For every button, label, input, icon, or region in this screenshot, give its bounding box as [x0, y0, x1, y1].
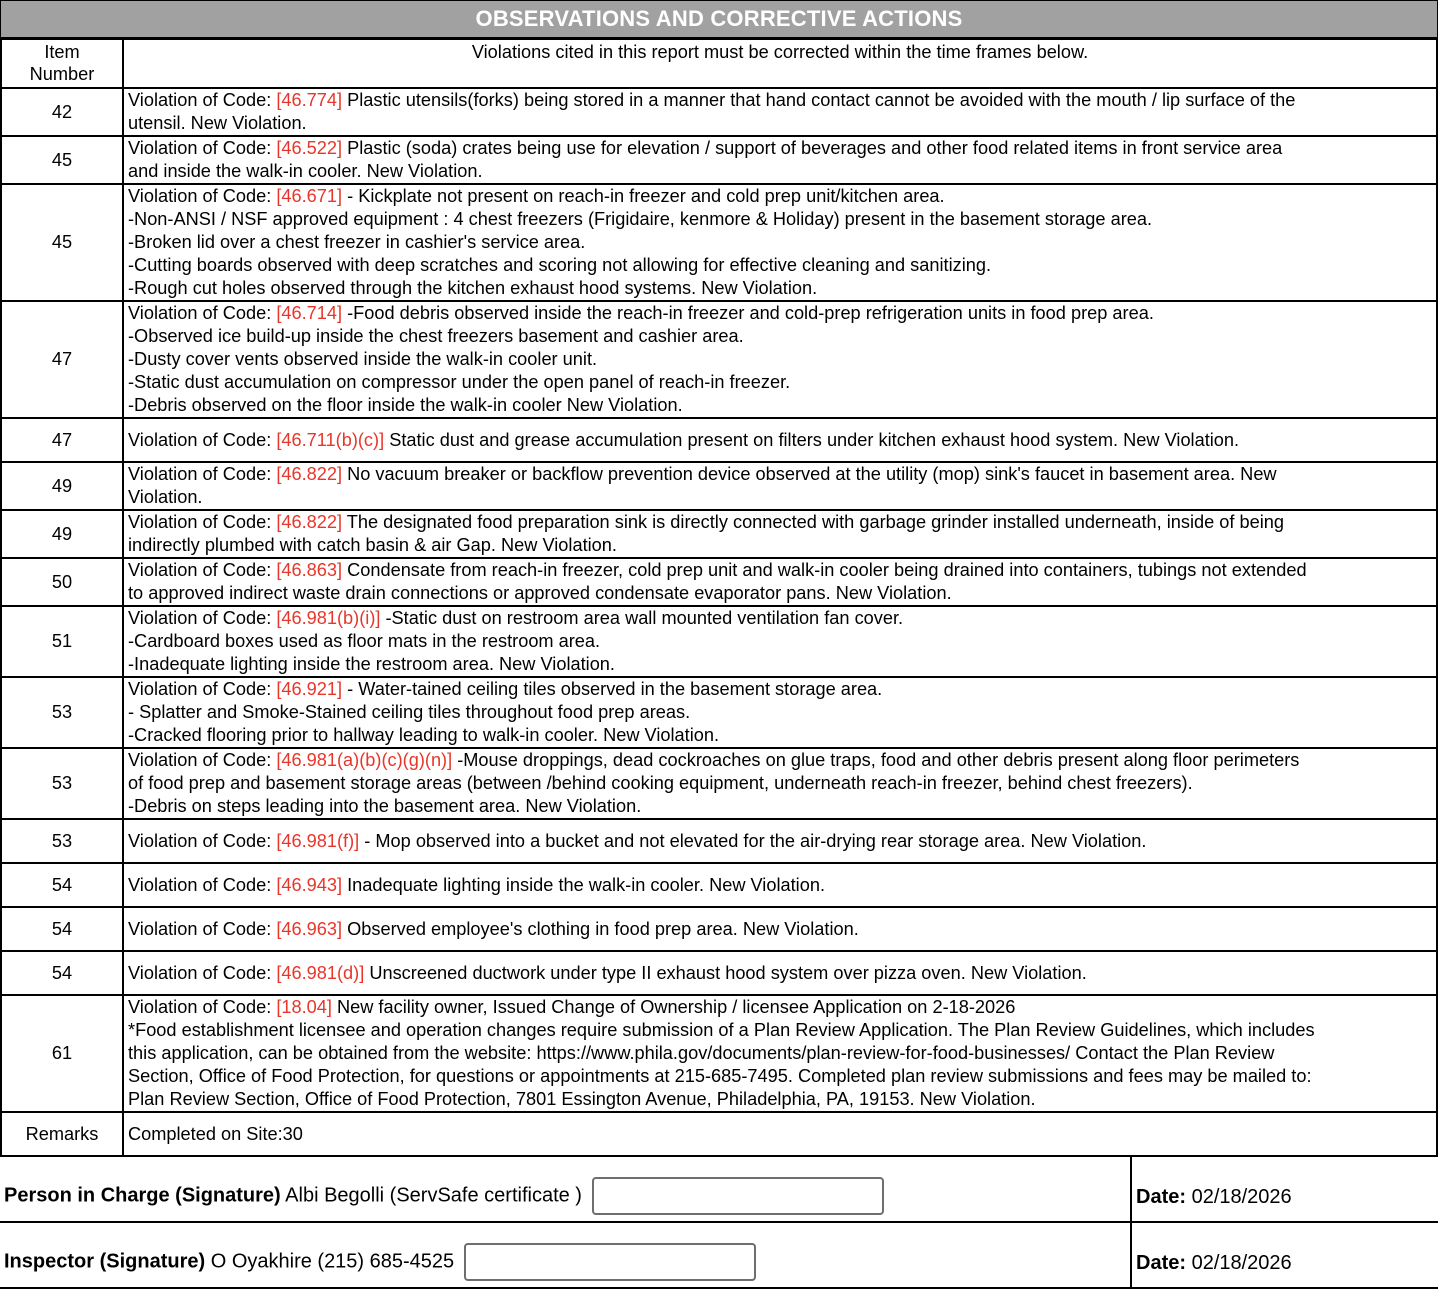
table-row: [1, 136, 1437, 184]
inspector-date: 02/18/2026: [1191, 1252, 1292, 1274]
violation-line: indirectly plumbed with catch basin & air Gap. New Violation.: [128, 535, 617, 555]
item-number: 45: [1, 184, 123, 301]
table-row: [1, 907, 1437, 951]
table-row: [1, 558, 1437, 606]
violation-description: Static dust and grease accumulation present on filters under kitchen exhaust hood system. New Violation.: [384, 429, 1240, 450]
violation-line: [128, 185, 1432, 208]
correction-notice: Violations cited in this report must be corrected within the time frames below.: [123, 39, 1437, 88]
violation-text: [123, 907, 1437, 951]
person-in-charge-name: Albi Begolli (ServSafe certificate ): [285, 1184, 582, 1207]
person-in-charge-signature-field[interactable]: [592, 1177, 884, 1215]
item-number: 49: [1, 462, 123, 510]
violation-prefix: Violation of Code:: [128, 962, 272, 983]
item-number-header-line1: Item: [44, 42, 80, 62]
violation-line: -Debris observed on the floor inside the walk-in cooler New Violation.: [128, 395, 683, 415]
violation-prefix: Violation of Code:: [128, 997, 272, 1017]
inspector-date-label: Date:: [1136, 1252, 1187, 1274]
violation-description: - Mop observed into a bucket and not elevated for the air-drying rear storage area. New Violation.: [359, 830, 1147, 851]
inspector-row: [0, 1222, 1438, 1288]
person-in-charge-date-cell: [1131, 1157, 1438, 1222]
table-row: [1, 301, 1437, 418]
code-reference: [46.522]: [276, 138, 343, 158]
violation-line: -Debris on steps leading into the basement area. New Violation.: [128, 796, 642, 816]
violation-line: - Splatter and Smoke-Stained ceiling tiles throughout food prep areas.: [128, 702, 691, 722]
violation-text: [123, 462, 1437, 510]
code-reference: [46.671]: [276, 186, 343, 206]
item-number: 53: [1, 819, 123, 863]
violation-line: to approved indirect waste drain connections or approved condensate evaporator pans. New Violation.: [128, 583, 952, 603]
violation-line: [128, 962, 1432, 985]
remarks-label: Remarks: [1, 1112, 123, 1156]
item-number: 54: [1, 863, 123, 907]
violation-description: - Kickplate not present on reach-in freezer and cold prep unit/kitchen area.: [342, 186, 945, 206]
table-row: [1, 863, 1437, 907]
remarks-value: Completed on Site:30: [123, 1112, 1437, 1156]
violation-description: -Static dust on restroom area wall mounted ventilation fan cover.: [380, 608, 904, 628]
violation-text: [123, 995, 1437, 1112]
inspector-cell: [0, 1222, 1131, 1288]
violation-prefix: Violation of Code:: [128, 464, 272, 484]
violation-line: -Non-ANSI / NSF approved equipment : 4 chest freezers (Frigidaire, kenmore & Holiday) present in the basement storage area.: [128, 209, 1153, 229]
item-number: 61: [1, 995, 123, 1112]
item-number: 51: [1, 606, 123, 677]
violation-description: No vacuum breaker or backflow prevention device observed at the utility (mop) sink's faucet in basement area. New: [342, 464, 1277, 484]
inspector-date-cell: [1131, 1222, 1438, 1288]
item-number: 47: [1, 418, 123, 462]
table-row: [1, 510, 1437, 558]
violation-prefix: Violation of Code:: [128, 750, 272, 770]
table-row: [1, 748, 1437, 819]
violation-description: The designated food preparation sink is directly connected with garbage grinder installed underneath, inside of being: [342, 512, 1285, 532]
item-number: 53: [1, 748, 123, 819]
violation-line: -Broken lid over a chest freezer in cashier's service area.: [128, 232, 586, 252]
violation-line: and inside the walk-in cooler. New Violation.: [128, 161, 483, 181]
item-number: 45: [1, 136, 123, 184]
code-reference: [46.943]: [276, 874, 343, 895]
item-number: 54: [1, 951, 123, 995]
person-in-charge-cell: [0, 1157, 1131, 1222]
inspector-signature-field[interactable]: [464, 1243, 756, 1281]
violation-prefix: Violation of Code:: [128, 429, 272, 450]
violation-description: New facility owner, Issued Change of Ownership / licensee Application on 2-18-2026: [331, 997, 1016, 1017]
violation-line: [128, 137, 1432, 160]
violation-line: -Dusty cover vents observed inside the walk-in cooler unit.: [128, 349, 598, 369]
code-reference: [46.981(f)]: [276, 830, 360, 851]
code-reference: [46.822]: [276, 512, 343, 532]
violation-description: -Mouse droppings, dead cockroaches on glue traps, food and other debris present along floor perimeters: [452, 750, 1300, 770]
item-number: 42: [1, 88, 123, 136]
section-title: OBSERVATIONS AND CORRECTIVE ACTIONS: [0, 0, 1438, 38]
table-row: [1, 462, 1437, 510]
person-in-charge-label: Person in Charge (Signature): [4, 1184, 281, 1207]
violation-line: [128, 996, 1432, 1019]
violation-line: [128, 918, 1432, 941]
violation-line: [128, 749, 1432, 772]
violation-description: Plastic (soda) crates being use for elevation / support of beverages and other food related items in front service area: [342, 138, 1283, 158]
code-reference: [46.981(a)(b)(c)(g)(n)]: [276, 750, 453, 770]
violation-line: [128, 89, 1432, 112]
person-in-charge-date: 02/18/2026: [1191, 1186, 1292, 1208]
violation-prefix: Violation of Code:: [128, 512, 272, 532]
violation-line: *Food establishment licensee and operation changes require submission of a Plan Review Application. The Plan Review Guidelines, which includes: [128, 1020, 1315, 1040]
violation-prefix: Violation of Code:: [128, 560, 272, 580]
violation-line: -Cracked flooring prior to hallway leading to walk-in cooler. New Violation.: [128, 725, 720, 745]
violation-line: [128, 302, 1432, 325]
violation-line: -Rough cut holes observed through the kitchen exhaust hood systems. New Violation.: [128, 278, 818, 298]
violation-prefix: Violation of Code:: [128, 138, 272, 158]
code-reference: [18.04]: [276, 997, 332, 1017]
inspector-label: Inspector (Signature): [4, 1250, 206, 1273]
violation-description: Inadequate lighting inside the walk-in cooler. New Violation.: [342, 874, 825, 895]
table-row: [1, 418, 1437, 462]
violations-table: [0, 38, 1438, 1157]
code-reference: [46.822]: [276, 464, 343, 484]
violation-prefix: Violation of Code:: [128, 679, 272, 699]
table-header-row: [1, 39, 1437, 88]
violation-line: [128, 511, 1432, 534]
violation-prefix: Violation of Code:: [128, 608, 272, 628]
table-row: [1, 951, 1437, 995]
item-number-header-line2: Number: [29, 64, 95, 84]
violation-line: Violation.: [128, 487, 203, 507]
violation-line: [128, 874, 1432, 897]
violation-description: Observed employee's clothing in food prep area. New Violation.: [342, 918, 859, 939]
violation-line: of food prep and basement storage areas (between /behind cooking equipment, underneath reach-in freezer, behind chest freezers).: [128, 773, 1193, 793]
code-reference: [46.774]: [276, 90, 343, 110]
code-reference: [46.921]: [276, 679, 343, 699]
violation-line: [128, 607, 1432, 630]
violation-line: [128, 463, 1432, 486]
violation-line: Plan Review Section, Office of Food Protection, 7801 Essington Avenue, Philadelphia, PA, 19153. New Violation.: [128, 1089, 1036, 1109]
violation-prefix: Violation of Code:: [128, 186, 272, 206]
table-row: [1, 184, 1437, 301]
violation-text: [123, 951, 1437, 995]
violation-line: -Inadequate lighting inside the restroom area. New Violation.: [128, 654, 615, 674]
violation-line: [128, 830, 1432, 853]
violation-line: [128, 429, 1432, 452]
signature-table: [0, 1157, 1438, 1289]
violation-description: Condensate from reach-in freezer, cold prep unit and walk-in cooler being drained into containers, tubings not extended: [342, 560, 1307, 580]
item-number-header: [1, 39, 123, 88]
violation-text: [123, 558, 1437, 606]
violation-description: - Water-tained ceiling tiles observed in the basement storage area.: [342, 679, 883, 699]
violation-line: [128, 678, 1432, 701]
violation-line: Section, Office of Food Protection, for questions or appointments at 215-685-7495. Completed plan review submissions and fees may be mailed to:: [128, 1066, 1312, 1086]
violation-line: [128, 559, 1432, 582]
code-reference: [46.981(b)(i)]: [276, 608, 381, 628]
violation-text: [123, 510, 1437, 558]
violation-text: [123, 184, 1437, 301]
violation-text: [123, 677, 1437, 748]
code-reference: [46.963]: [276, 918, 343, 939]
table-row: [1, 995, 1437, 1112]
violation-text: [123, 819, 1437, 863]
code-reference: [46.981(d)]: [276, 962, 365, 983]
item-number: 50: [1, 558, 123, 606]
violation-description: Plastic utensils(forks) being stored in a manner that hand contact cannot be avoided with the mouth / lip surface of the: [342, 90, 1296, 110]
table-row: [1, 819, 1437, 863]
inspector-name: O Oyakhire (215) 685-4525: [210, 1250, 455, 1273]
table-row: [1, 88, 1437, 136]
violation-line: utensil. New Violation.: [128, 113, 307, 133]
violation-text: [123, 863, 1437, 907]
item-number: 54: [1, 907, 123, 951]
remarks-row: [1, 1112, 1437, 1156]
violation-text: [123, 418, 1437, 462]
table-row: [1, 606, 1437, 677]
item-number: 53: [1, 677, 123, 748]
table-row: [1, 677, 1437, 748]
violation-line: -Observed ice build-up inside the chest freezers basement and cashier area.: [128, 326, 744, 346]
violation-line: this application, can be obtained from the website: https://www.phila.gov/documents/plan-review-for-food-businesses/ Contact the Plan Review: [128, 1043, 1275, 1063]
code-reference: [46.863]: [276, 560, 343, 580]
code-reference: [46.714]: [276, 303, 343, 323]
violation-text: [123, 606, 1437, 677]
violation-line: -Cutting boards observed with deep scratches and scoring not allowing for effective cleaning and sanitizing.: [128, 255, 992, 275]
person-in-charge-date-label: Date:: [1136, 1186, 1187, 1208]
code-reference: [46.711(b)(c)]: [276, 429, 385, 450]
violation-text: [123, 88, 1437, 136]
violation-line: -Static dust accumulation on compressor under the open panel of reach-in freezer.: [128, 372, 791, 392]
violation-description: Unscreened ductwork under type II exhaust hood system over pizza oven. New Violation.: [364, 962, 1087, 983]
violation-text: [123, 136, 1437, 184]
item-number: 49: [1, 510, 123, 558]
violation-prefix: Violation of Code:: [128, 874, 272, 895]
person-in-charge-row: [0, 1157, 1438, 1222]
violation-prefix: Violation of Code:: [128, 830, 272, 851]
violation-description: -Food debris observed inside the reach-in freezer and cold-prep refrigeration units in food prep area.: [342, 303, 1154, 323]
violation-line: -Cardboard boxes used as floor mats in the restroom area.: [128, 631, 601, 651]
violation-prefix: Violation of Code:: [128, 90, 272, 110]
violation-text: [123, 748, 1437, 819]
violation-prefix: Violation of Code:: [128, 303, 272, 323]
item-number: 47: [1, 301, 123, 418]
violation-prefix: Violation of Code:: [128, 918, 272, 939]
violation-text: [123, 301, 1437, 418]
